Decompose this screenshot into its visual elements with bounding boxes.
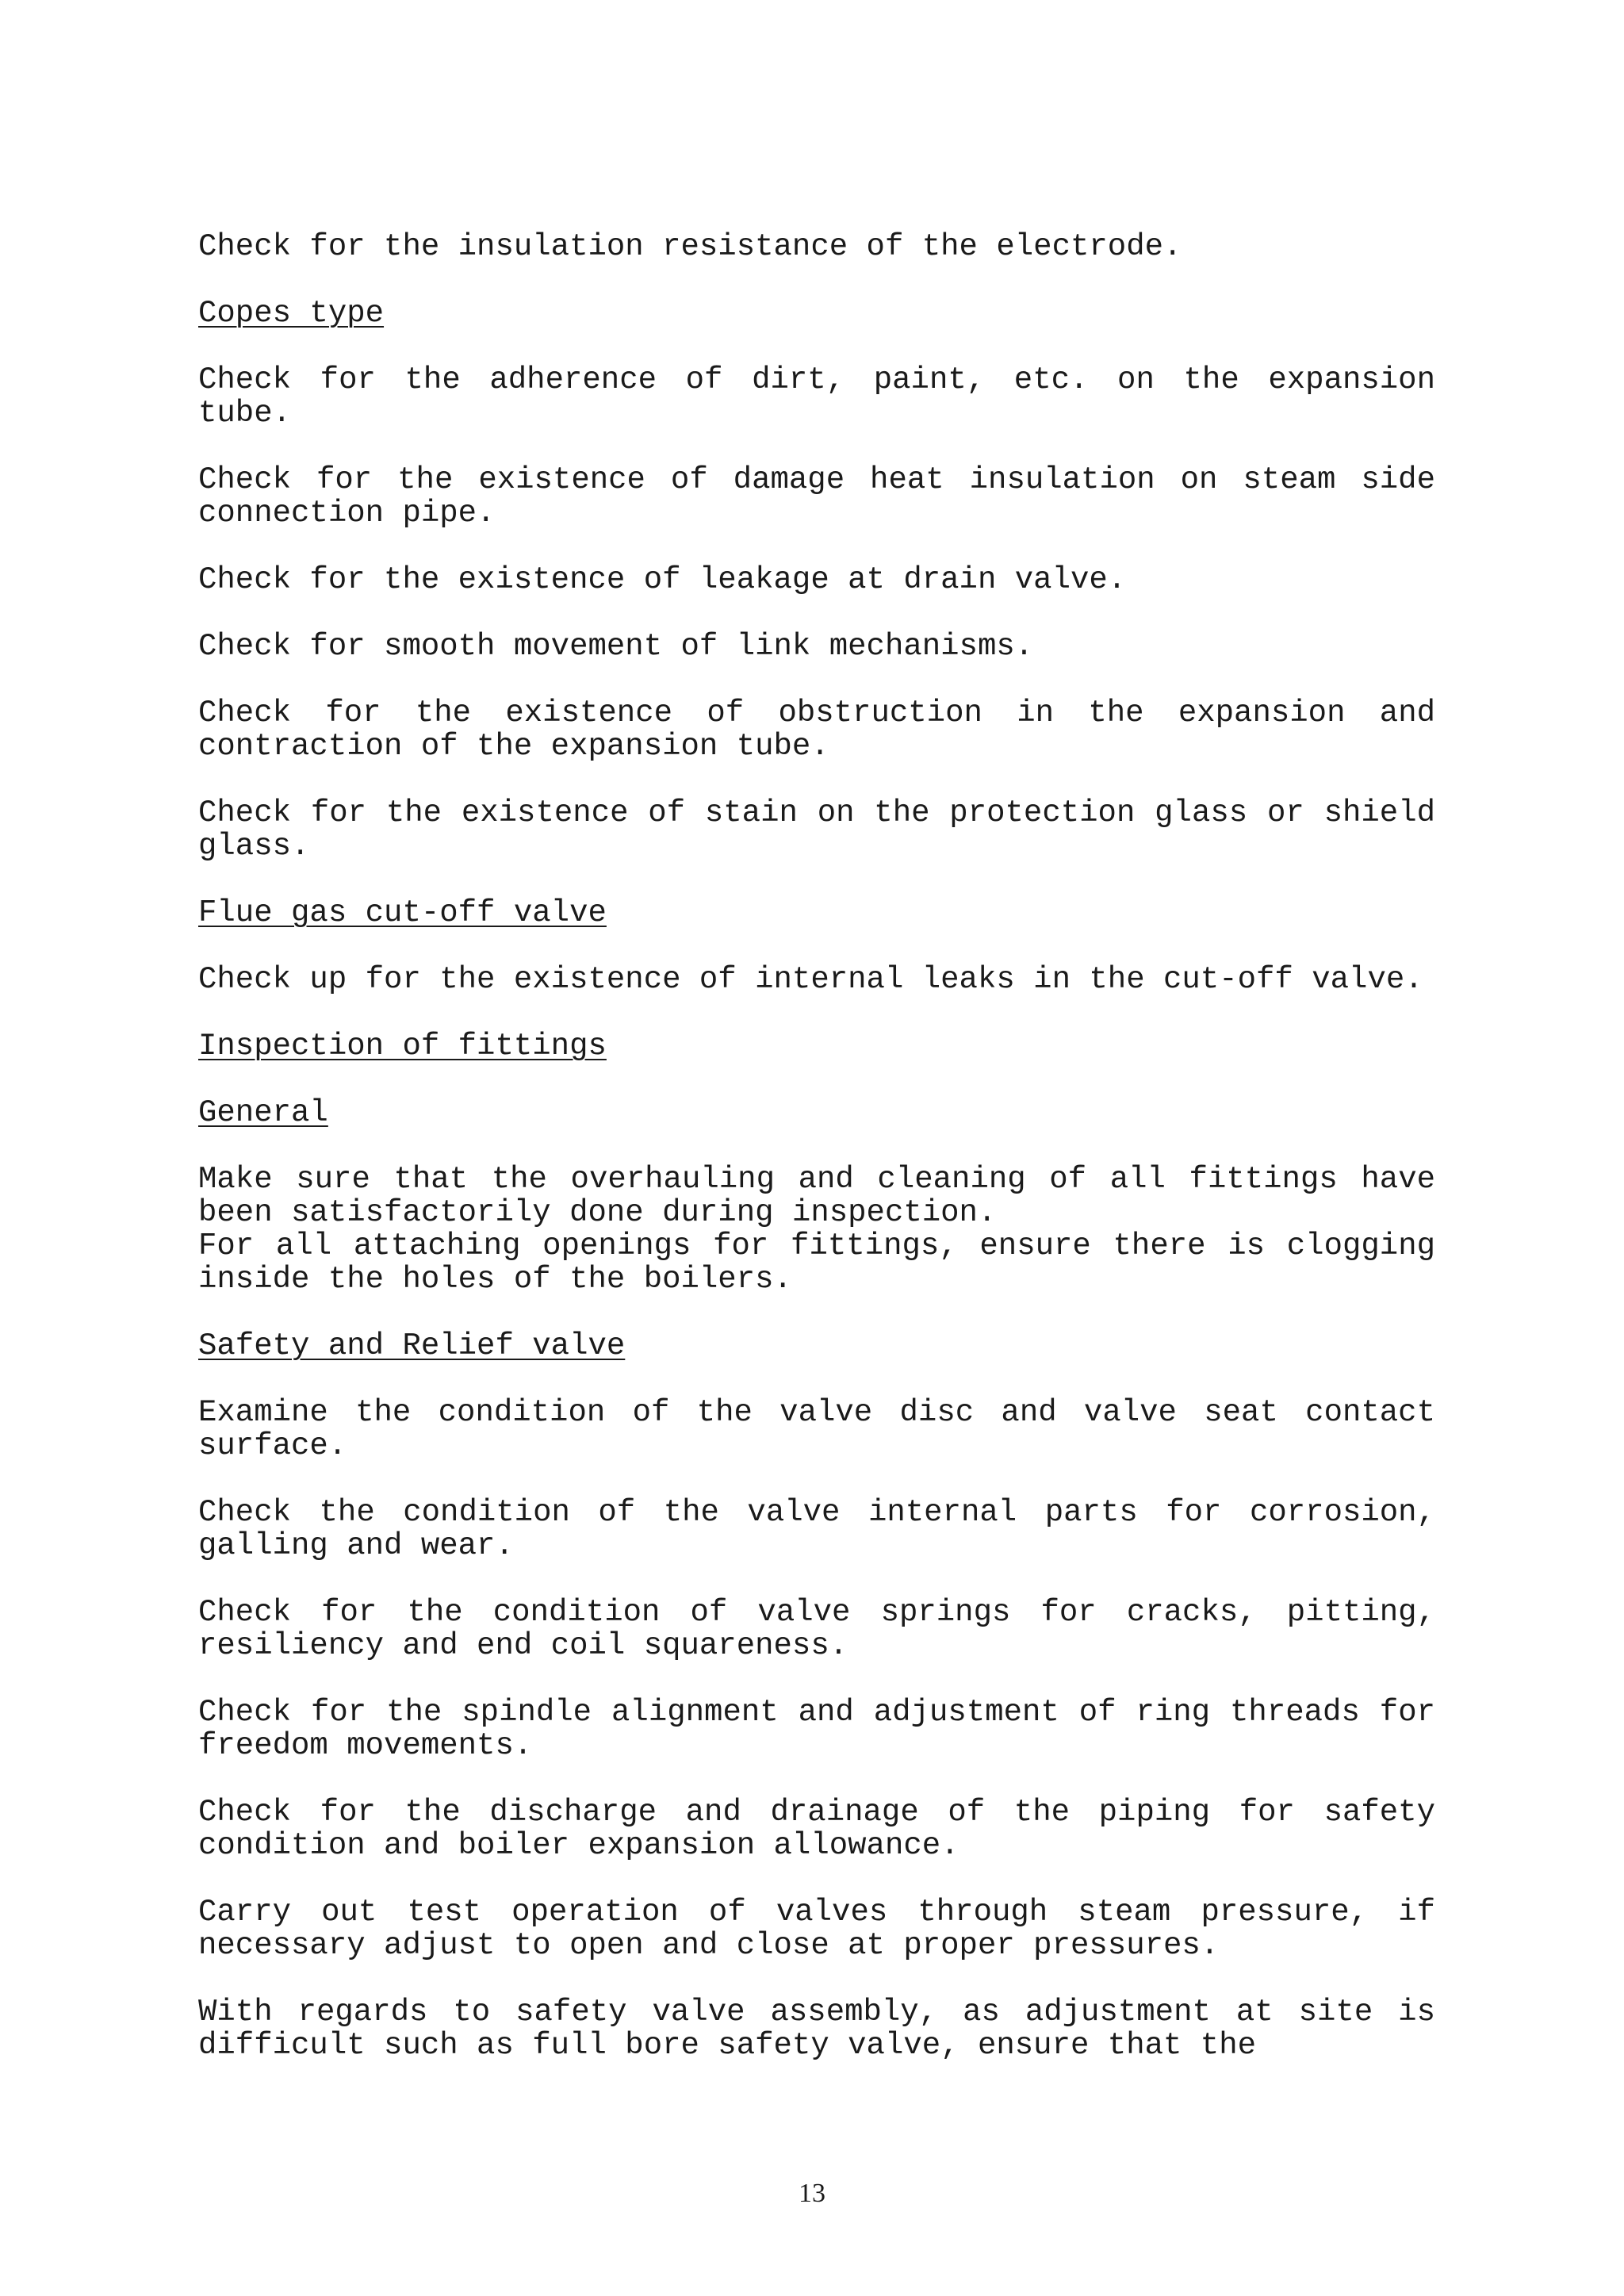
- paragraph-internal-parts-corrosion: Check the condition of the valve internal parts for corrosion, galling and wear.: [198, 1495, 1435, 1563]
- paragraph-adherence-of-dirt: Check for the adherence of dirt, paint, etc. on the expansion tube.: [198, 362, 1435, 431]
- paragraph-damage-heat-insulation: Check for the existence of damage heat insulation on steam side connection pipe.: [198, 462, 1435, 531]
- heading-text: Flue gas cut-off valve: [198, 895, 607, 930]
- section-heading-copes-type: [198, 297, 1435, 330]
- page-number: 13: [799, 2179, 825, 2208]
- paragraph-insulation-resistance: Check for the insulation resistance of the electrode.: [198, 229, 1182, 264]
- section-heading-flue-gas-valve: [198, 896, 1435, 930]
- paragraph-spindle-alignment: Check for the spindle alignment and adjustment of ring threads for freedom movements.: [198, 1695, 1435, 1763]
- heading-text: Copes type: [198, 296, 385, 331]
- heading-text: Inspection of fittings: [198, 1029, 607, 1064]
- paragraph-valve-springs: Check for the condition of valve springs for cracks, pitting, resiliency and end coil squareness.: [198, 1595, 1435, 1663]
- paragraph-line: For all attaching openings for fittings, ensure there is clogging inside the holes of the boilers.: [198, 1228, 1435, 1297]
- heading-text: General: [198, 1095, 328, 1130]
- paragraph-line: Make sure that the overhauling and cleaning of all fittings have been satisfactorily done during inspection.: [198, 1162, 1435, 1230]
- paragraph-overhauling-fittings: [198, 1163, 1435, 1296]
- section-heading-general: [198, 1096, 1435, 1129]
- paragraph-safety-valve-assembly: With regards to safety valve assembly, as adjustment at site is difficult such as full bore safety valve, ensure that the: [198, 1995, 1435, 2063]
- paragraph-leakage-drain-valve: Check for the existence of leakage at drain valve.: [198, 562, 1127, 597]
- paragraph-discharge-drainage: Check for the discharge and drainage of the piping for safety condition and boiler expansion allowance.: [198, 1795, 1435, 1863]
- paragraph-obstruction-expansion: Check for the existence of obstruction in the expansion and contraction of the expansion tube.: [198, 696, 1435, 764]
- paragraph-test-operation: Carry out test operation of valves through steam pressure, if necessary adjust to open and close at proper pressures.: [198, 1895, 1435, 1963]
- paragraph-link-mechanisms: Check for smooth movement of link mechanisms.: [198, 629, 1034, 664]
- heading-text: Safety and Relief valve: [198, 1328, 626, 1363]
- document-body: [198, 230, 1435, 2095]
- section-heading-safety-relief-valve: [198, 1329, 1435, 1363]
- paragraph-internal-leaks: Check up for the existence of internal leaks in the cut-off valve.: [198, 962, 1423, 997]
- paragraph-valve-disc-seat: Examine the condition of the valve disc and valve seat contact surface.: [198, 1395, 1435, 1463]
- section-heading-inspection-of-fittings: [198, 1029, 1435, 1063]
- paragraph-stain-protection-glass: Check for the existence of stain on the protection glass or shield glass.: [198, 795, 1435, 864]
